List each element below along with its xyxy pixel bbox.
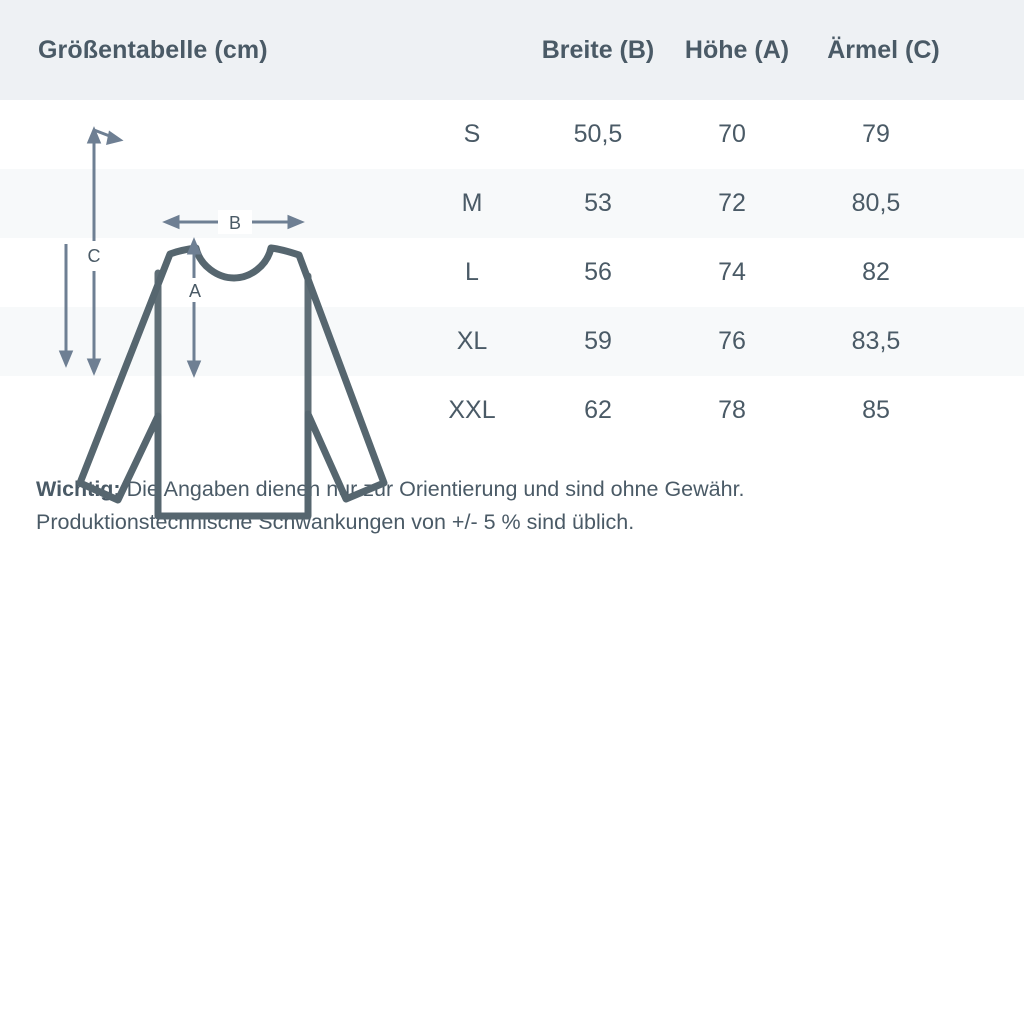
- cell-breite: 50,5: [573, 120, 623, 148]
- cell-breite: 53: [584, 189, 612, 217]
- column-header-aermel: Ärmel (C): [827, 35, 940, 64]
- disclaimer-line2: Produktionstechnische Schwankungen von +/- 5 % sind üblich.: [36, 510, 635, 535]
- garment-diagram: [18, 126, 410, 521]
- cell-size: S: [463, 120, 481, 148]
- cell-breite: 62: [584, 396, 612, 424]
- chart-body: [0, 100, 1024, 445]
- cell-hoehe: 70: [718, 120, 746, 148]
- cell-size: XXL: [448, 396, 496, 424]
- cell-aermel: 82: [862, 258, 890, 286]
- disclaimer-line1: Die Angaben dienen nur zur Orientierung und sind ohne Gewähr.: [120, 477, 745, 501]
- cell-size: M: [461, 189, 483, 217]
- cell-hoehe: 78: [718, 396, 746, 424]
- column-header-hoehe: Höhe (A): [684, 35, 790, 64]
- cell-aermel: 83,5: [851, 327, 901, 355]
- cell-breite: 56: [584, 258, 612, 286]
- disclaimer-lead: Wichtig:: [36, 477, 121, 501]
- diagram-label-b: B: [228, 213, 242, 233]
- cell-breite: 59: [584, 327, 612, 355]
- diagram-label-a: A: [188, 281, 202, 301]
- cell-hoehe: 76: [718, 327, 746, 355]
- chart-header: [0, 0, 1024, 100]
- diagram-label-c: C: [87, 246, 101, 266]
- cell-size: L: [465, 258, 479, 286]
- column-header-breite: Breite (B): [541, 35, 655, 64]
- page-title: Größentabelle (cm): [38, 35, 268, 64]
- cell-aermel: 79: [862, 120, 890, 148]
- cell-hoehe: 72: [718, 189, 746, 217]
- cell-hoehe: 74: [718, 258, 746, 286]
- cell-aermel: 85: [862, 396, 890, 424]
- cell-aermel: 80,5: [851, 189, 901, 217]
- cell-size: XL: [456, 327, 488, 355]
